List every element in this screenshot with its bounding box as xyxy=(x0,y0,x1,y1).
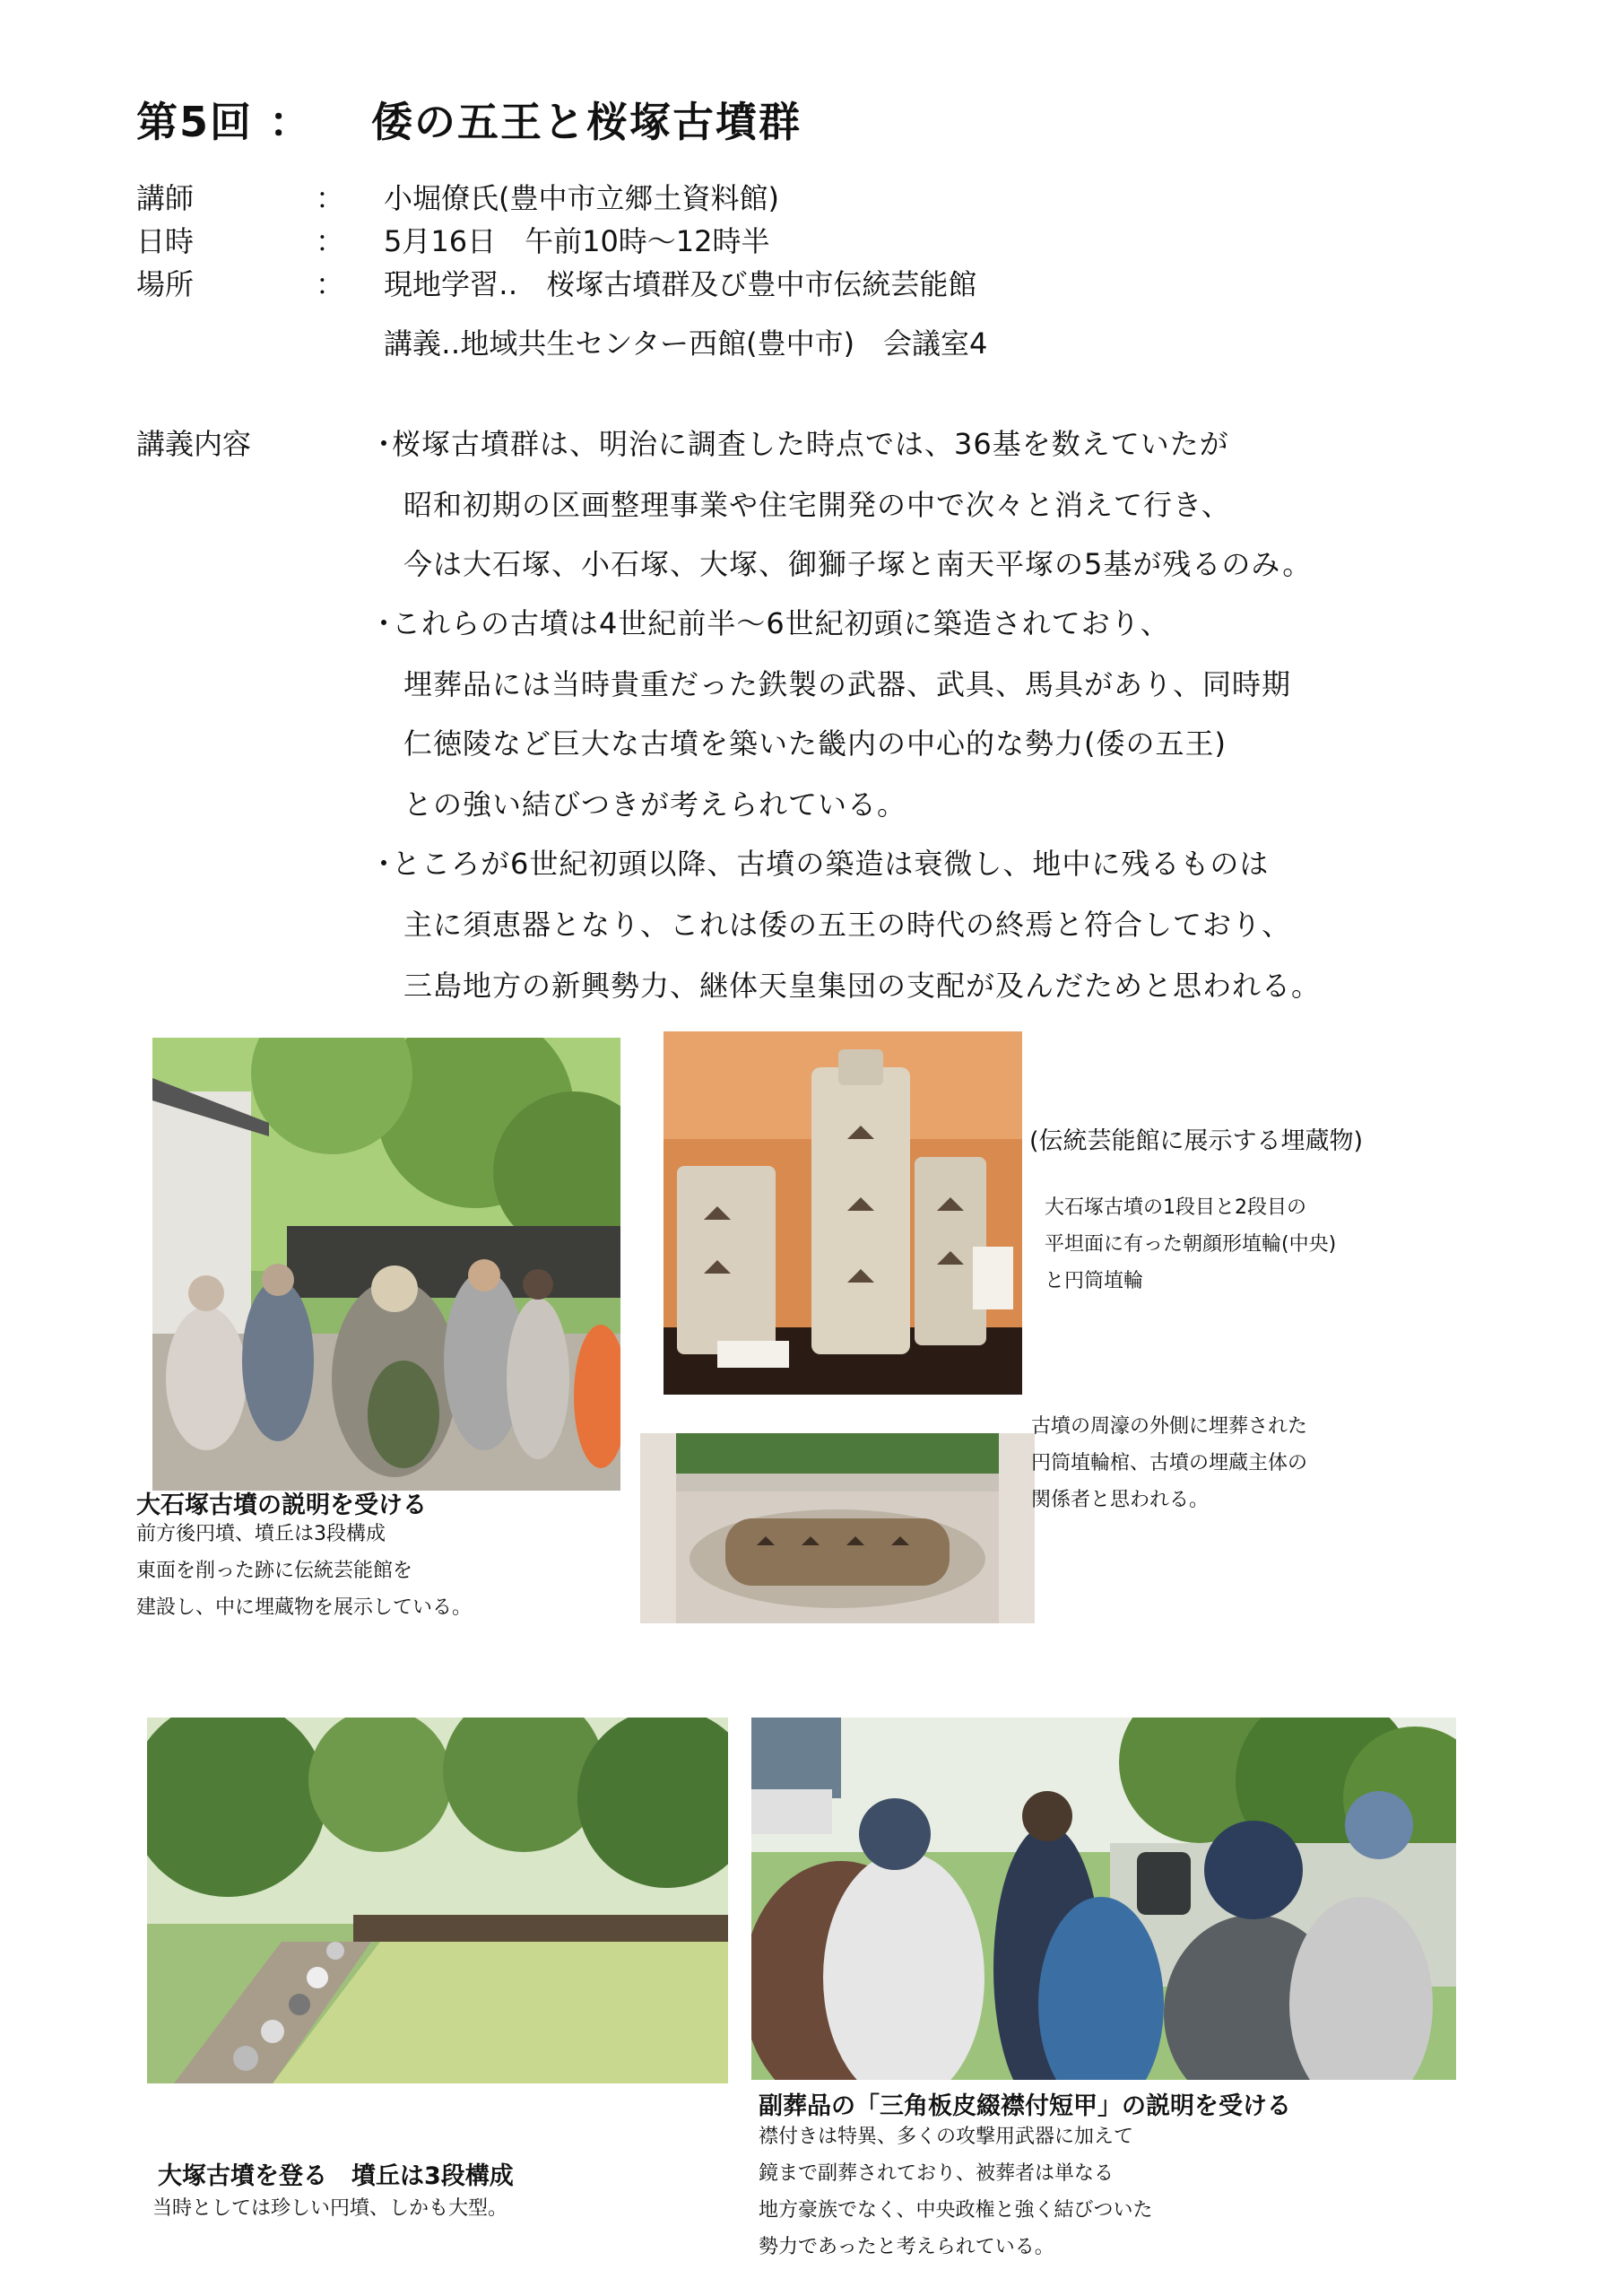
content-label: 講義内容 xyxy=(136,427,252,461)
lecturer-label: 講師 xyxy=(136,181,195,215)
caption-line: 襟付きは特異、多くの攻撃用武器に加えて xyxy=(759,2126,1134,2148)
caption-line: 勢力であったと考えられている。 xyxy=(759,2236,1054,2258)
content-line: 仁徳陵など巨大な古墳を築いた畿内の中心的な勢力(倭の五王) xyxy=(403,726,1227,761)
caption-line: 円筒埴輪棺、古墳の埋蔵主体の xyxy=(1031,1452,1308,1474)
content-line: ･ところが6世紀初頭以降、古墳の築造は衰微し、地中に残るものは xyxy=(377,847,1270,881)
caption-oishizuka-body xyxy=(136,1516,472,1626)
content-line: 埋葬品には当時貴重だった鉄製の武器、武具、馬具があり、同時期 xyxy=(403,667,1292,701)
photo-armor-explanation xyxy=(751,1718,1456,2080)
caption-line: 東面を削った跡に伝統芸能館を xyxy=(136,1560,413,1582)
content-line: 主に須恵器となり、これは倭の五王の時代の終焉と符合しており、 xyxy=(403,908,1292,942)
caption-line: 地方豪族でなく、中央政権と強く結びついた xyxy=(759,2199,1153,2222)
caption-line: 前方後円墳、墳丘は3段構成 xyxy=(136,1523,386,1545)
session-title: 倭の五王と桜塚古墳群 xyxy=(371,98,802,146)
place-colon: ： xyxy=(316,267,345,301)
place-value-1: 現地学習‥ 桜塚古墳群及び豊中市伝統芸能館 xyxy=(384,267,977,301)
content-line: 昭和初期の区画整理事業や住宅開発の中で次々と消えて行き、 xyxy=(403,488,1231,522)
title-colon: ： xyxy=(269,98,312,146)
caption-museum-title: (伝統芸能館に展示する埋蔵物) xyxy=(1029,1127,1364,1155)
photo-haniwa-display xyxy=(664,1031,1022,1395)
caption-line: 古墳の周濠の外側に埋葬された xyxy=(1031,1415,1308,1438)
caption-line: 建設し、中に埋蔵物を展示している。 xyxy=(136,1596,473,1619)
caption-museum-body xyxy=(1045,1189,1336,1300)
caption-coffin-body xyxy=(1031,1408,1307,1518)
caption-otsuka-title: 大塚古墳を登る 墳丘は3段構成 xyxy=(158,2162,514,2190)
content-line: 今は大石塚、小石塚、大塚、御獅子塚と南天平塚の5基が残るのみ。 xyxy=(403,547,1313,581)
content-line: との強い結びつきが考えられている。 xyxy=(403,787,907,822)
photo-oishizuka-group xyxy=(152,1038,620,1491)
caption-armor-title: 副葬品の「三角板皮綴襟付短甲」の説明を受ける xyxy=(759,2092,1291,2120)
date-value: 5月16日 午前10時～12時半 xyxy=(384,224,770,258)
content-line: ･これらの古墳は4世紀前半～6世紀初頭に築造されており、 xyxy=(377,606,1170,640)
date-colon: ： xyxy=(316,224,345,258)
lecturer-colon: ： xyxy=(316,181,345,215)
caption-oishizuka-title: 大石塚古墳の説明を受ける xyxy=(136,1492,427,1519)
page-title xyxy=(136,90,802,149)
place-value-2: 講義‥地域共生センター西館(豊中市) 会議室4 xyxy=(384,326,988,361)
photo-otsuka-climb xyxy=(147,1718,728,2083)
date-label: 日時 xyxy=(136,224,195,258)
session-number: 第5回 xyxy=(136,98,254,146)
caption-otsuka-body xyxy=(152,2190,507,2227)
caption-line: と円筒埴輪 xyxy=(1045,1270,1144,1292)
caption-line: 当時としては珍しい円墳、しかも大型。 xyxy=(152,2197,508,2220)
caption-line: 鏡まで副葬されており、被葬者は単なる xyxy=(759,2162,1115,2185)
photo-haniwa-coffin xyxy=(640,1433,1035,1623)
caption-line: 関係者と思われる。 xyxy=(1031,1489,1210,1511)
lecturer-value: 小堀僚氏(豊中市立郷土資料館) xyxy=(384,181,779,215)
place-label: 場所 xyxy=(136,267,195,301)
caption-line: 大石塚古墳の1段目と2段目の xyxy=(1045,1196,1306,1219)
content-line: ･桜塚古墳群は、明治に調査した時点では、36基を数えていたが xyxy=(377,427,1229,461)
caption-line: 平坦面に有った朝顔形埴輪(中央) xyxy=(1045,1233,1337,1256)
content-line: 三島地方の新興勢力、継体天皇集団の支配が及んだためと思われる。 xyxy=(403,969,1322,1003)
caption-armor-body xyxy=(759,2118,1153,2266)
